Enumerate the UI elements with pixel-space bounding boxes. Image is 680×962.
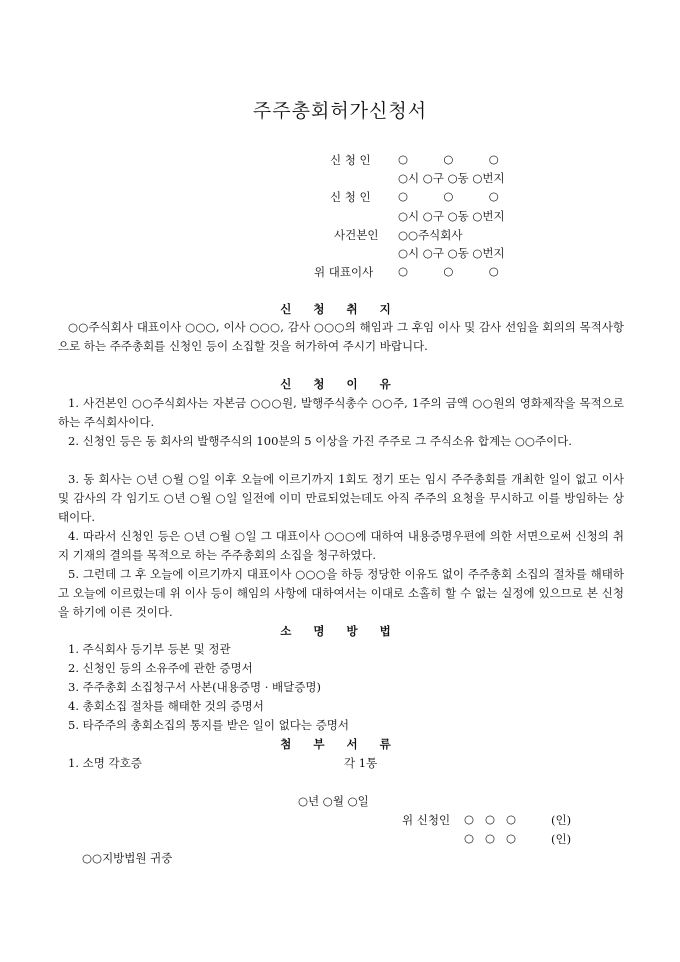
document-title: 주주총회허가신청서 <box>252 100 428 122</box>
applicant-1-label: 신 청 인 <box>330 153 371 167</box>
subject-label: 사건본인 <box>334 228 379 242</box>
filing-date: ○년 ○월 ○일 <box>298 794 369 808</box>
subject-company: ○○주식회사 <box>398 228 463 242</box>
applicant-2-name: ○ ○ ○ <box>398 189 499 203</box>
purpose-heading: 신 청 취 지 <box>280 302 400 316</box>
reason-item-3: 3. 동 회사는 ○년 ○월 ○일 이후 오늘에 이르기까지 1회도 정기 또는 임시 주주총회를 개최한 일이 없고 이사 및 감사의 각 임기도 ○년 ○월 ○일 일전에 이미 만료되었는데도 아직 주주의 요청을 무시하고 이를 방임하는 상태이다. <box>58 472 624 524</box>
reason-item-4: 4. 따라서 신청인 등은 ○년 ○월 ○일 그 대표이사 ○○○에 대하여 내용증명우편에 의한 서면으로써 신청의 취지 기재의 결의를 목적으로 하는 주주총회의 소집을 청구하였다. <box>58 529 624 562</box>
signature-1-name: ○ ○ ○ <box>464 812 517 826</box>
evidence-heading: 소 명 방 법 <box>280 624 400 638</box>
court-addressee: ○○지방법원 귀중 <box>82 851 173 865</box>
signature-1-label: 위 신청인 <box>402 813 451 827</box>
evidence-item-3: 3. 주주총회 소집청구서 사본(내용증명 · 배달증명) <box>68 680 321 694</box>
attachments-heading: 첨 부 서 류 <box>280 737 400 751</box>
representative-label: 위 대표이사 <box>314 265 374 279</box>
evidence-item-1: 1. 주식회사 등기부 등본 및 정관 <box>68 642 231 656</box>
attachment-count: 각 1통 <box>344 756 378 770</box>
applicant-1-name: ○ ○ ○ <box>398 152 499 166</box>
representative-name: ○ ○ ○ <box>398 264 499 278</box>
signature-2-name: ○ ○ ○ <box>464 831 517 845</box>
applicant-2-label: 신 청 인 <box>330 190 371 204</box>
applicant-2-address: ○시 ○구 ○동 ○번지 <box>398 209 505 223</box>
purpose-text: ○○주식회사 대표이사 ○○○, 이사 ○○○, 감사 ○○○의 해임과 그 후임 이사 및 감사 선임을 회의의 목적사항으로 하는 주주총회를 신청인 등이 소집할 것을 허가하여 주시기 바랍니다. <box>58 320 624 353</box>
signature-2-seal: (인) <box>551 832 572 846</box>
applicant-1-address: ○시 ○구 ○동 ○번지 <box>398 171 505 185</box>
attachment-item: 1. 소명 각호증 <box>68 756 142 770</box>
reason-item-1: 1. 사건본인 ○○주식회사는 자본금 ○○○원, 발행주식총수 ○○주, 1주의 금액 ○○원의 영화제작을 목적으로 하는 주식회사이다. <box>58 396 624 429</box>
signature-1-seal: (인) <box>551 813 572 827</box>
reasons-heading: 신 청 이 유 <box>280 377 400 391</box>
evidence-item-5: 5. 타주주의 총회소집의 통지를 받은 일이 없다는 증명서 <box>68 718 349 732</box>
evidence-item-2: 2. 신청인 등의 소유주에 관한 증명서 <box>68 661 253 675</box>
evidence-item-4: 4. 총회소집 절차를 해태한 것의 증명서 <box>68 699 264 713</box>
reason-item-5: 5. 그런데 그 후 오늘에 이르기까지 대표이사 ○○○을 하등 정당한 이유도 없이 주주총회 소집의 절차를 해태하고 오늘에 이르렀는데 위 이사 등이 해임의 사항에 대하여서는 이대로 소홀히 할 수 없는 실정에 있으므로 본 신청을 하기에 이른 것이다. <box>58 567 624 619</box>
subject-address: ○시 ○구 ○동 ○번지 <box>398 246 505 260</box>
reason-item-2: 2. 신청인 등은 동 회사의 발행주식의 100분의 5 이상을 가진 주주로 그 주식소유 합계는 ○○주이다. <box>68 434 572 448</box>
